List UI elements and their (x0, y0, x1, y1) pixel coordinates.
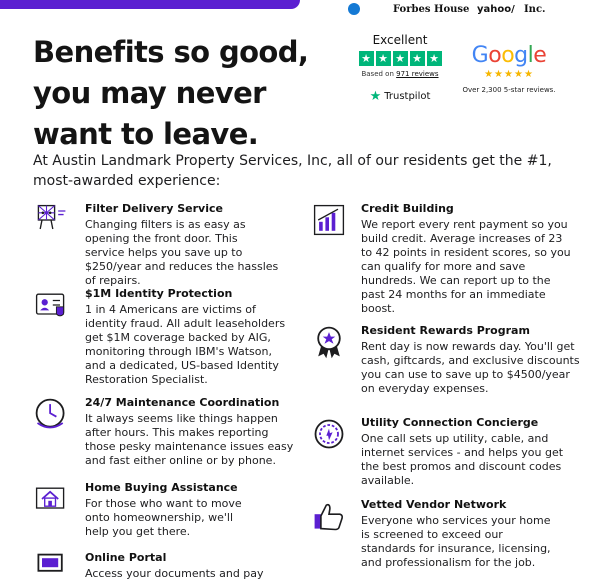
clock-icon (33, 396, 69, 432)
google-badge (455, 44, 563, 94)
headline-line: want to leave. (33, 117, 259, 151)
trustpilot-logo (345, 89, 455, 104)
star-icon: ★ (410, 51, 425, 66)
feature-title: Resident Rewards Program (361, 324, 530, 337)
feature-text: Rent day is now rewards day. You'll get cash, giftcards, and exclusive discounts you can use to save up to $4500/year on everyday expenses. (361, 340, 580, 395)
feature-title: Credit Building (361, 202, 454, 215)
award-ribbon-icon (311, 324, 347, 360)
trustpilot-rating-word: Excellent (372, 33, 428, 47)
feature-text: We report every rent payment so you build credit. Average increases of 23 to 42 points in resident scores, so you can qualify for more and save hundreds. We can report up to the past 24 months for an immediate boost. (361, 218, 571, 315)
feature-title: $1M Identity Protection (85, 287, 233, 300)
bar-graph-icon (311, 202, 347, 238)
intro-text: At Austin Landmark Property Services, Inc, all of our residents get the #1, most-awarded experience: (33, 153, 552, 189)
feature-title: Vetted Vendor Network (361, 498, 507, 511)
house-logo: House (434, 3, 470, 15)
star-icon: ★ (393, 51, 408, 66)
star-icon: ★ (376, 51, 391, 66)
thumbs-up-icon (311, 498, 347, 534)
feature-text: 1 in 4 Americans are victims of identity fraud. All adult leaseholders get $1M coverage backed by AIG, monitoring through IBM's Watson, and a dedicated, US-based Identity Restoration Specialist. (85, 303, 286, 386)
trustpilot-star-icon: ★ (369, 89, 382, 104)
yahoo-logo: yahoo/ (477, 3, 515, 15)
google-stars-icon: ★★★★★ (484, 69, 534, 80)
trustpilot-reviews-link[interactable]: 971 reviews (396, 70, 439, 78)
google-logo: Google (471, 43, 547, 68)
usa-today-logo (348, 3, 360, 15)
usa-today-dot-icon (348, 3, 360, 15)
star-icon: ★ (359, 51, 374, 66)
feature-title: Utility Connection Concierge (361, 416, 539, 429)
trustpilot-stars (345, 51, 455, 66)
trustpilot-based-on: Based on 971 reviews (361, 70, 439, 78)
page-headline (33, 32, 323, 155)
trustpilot-brand: Trustpilot (384, 91, 431, 102)
feature-title: 24/7 Maintenance Coordination (85, 396, 280, 409)
feature-text: For those who want to move onto homeownership, we'll help you get there. (85, 497, 242, 538)
feature-text: Changing filters is as easy as opening the front door. This service helps you save up to $250/year and reduces the hassles of repairs. (85, 218, 279, 287)
feature-title: Filter Delivery Service (85, 202, 223, 215)
laptop-icon (33, 551, 69, 587)
feature-text: One call sets up utility, cable, and internet services - and helps you get the best promos and discount codes available. (361, 432, 564, 487)
trustpilot-badge (345, 33, 455, 104)
house-icon (33, 481, 69, 517)
utility-gauge-icon (311, 416, 347, 452)
inc-logo: Inc. (524, 3, 546, 15)
top-banner-bar (0, 0, 300, 9)
headline-line: you may never (33, 76, 266, 110)
feature-text: Everyone who services your home is screened to exceed our standards for insurance, licensing, and professionalism for the job. (361, 514, 551, 569)
feature-title: Home Buying Assistance (85, 481, 238, 494)
headline-line: Benefits so good, (33, 35, 309, 69)
feature-text: Access your documents and pay (85, 567, 264, 580)
forbes-logo: Forbes (393, 3, 431, 15)
id-card-icon (33, 287, 69, 323)
google-reviews-count: Over 2,300 5-star reviews. (462, 86, 556, 94)
star-icon: ★ (427, 51, 442, 66)
feature-text: It always seems like things happen after hours. This makes reporting those pesky maintenance issues easy and fast either online or by phone. (85, 412, 294, 467)
feature-title: Online Portal (85, 551, 167, 564)
filter-box-icon (33, 202, 69, 238)
